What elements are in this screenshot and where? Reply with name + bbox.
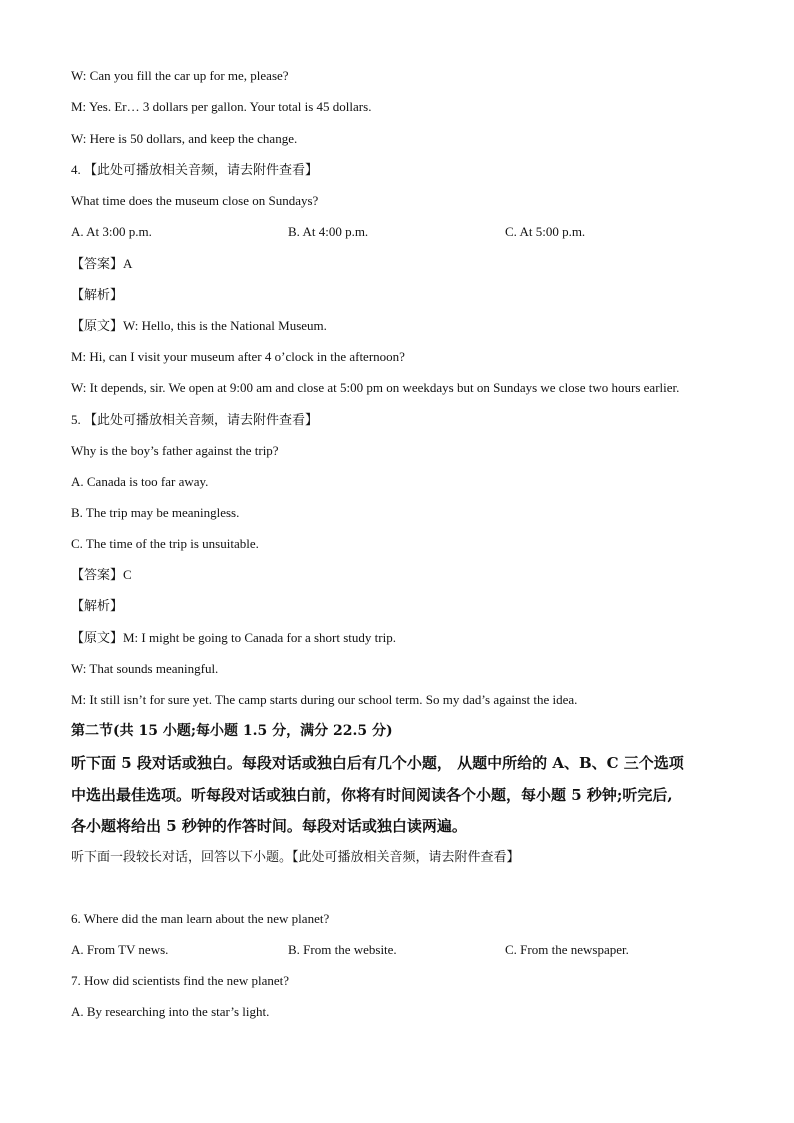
dialog-line: W: Can you fill the car up for me, please? — [71, 68, 289, 83]
answer-5: 【答案】C — [71, 567, 132, 582]
transcript-line: 【原文】W: Hello, this is the National Museum. — [71, 318, 327, 333]
transcript-line: 【原文】M: I might be going to Canada for a short study trip. — [71, 630, 396, 645]
analysis-4: 【解析】 — [71, 287, 124, 302]
question-text-5: Why is the boy’s father against the trip? — [71, 443, 279, 458]
question-text-4: What time does the museum close on Sundays? — [71, 193, 319, 208]
option-b-5: B. The trip may be meaningless. — [71, 505, 240, 520]
section-instructions-line: 听下面 5 段对话或独白。每段对话或独白后有几个小题， 从题中所给的 A、B、C 三个选项 — [71, 754, 684, 772]
option-a-4: A. At 3:00 p.m. — [71, 224, 152, 239]
dialog-line: M: Yes. Er… 3 dollars per gallon. Your total is 45 dollars. — [71, 99, 372, 114]
option-a-6: A. From TV news. — [71, 942, 169, 957]
option-a-7: A. By researching into the star’s light. — [71, 1004, 270, 1019]
section-instructions-line: 中选出最佳选项。听每段对话或独白前，你将有时间阅读各个小题，每小题 5 秒钟;听完后, — [71, 786, 673, 804]
option-c-4: C. At 5:00 p.m. — [505, 224, 586, 239]
transcript-line: M: Hi, can I visit your museum after 4 o’clock in the afternoon? — [71, 349, 405, 364]
option-b-6: B. From the website. — [288, 942, 397, 957]
answer-4: 【答案】A — [71, 256, 133, 271]
question-header-4: 4. 【此处可播放相关音频，请去附件查看】 — [71, 162, 319, 177]
dialog-line: W: Here is 50 dollars, and keep the change. — [71, 131, 298, 146]
option-c-6: C. From the newspaper. — [505, 942, 629, 957]
transcript-line: M: It still isn’t for sure yet. The camp starts during our school term. So my dad’s against the idea. — [71, 692, 578, 707]
transcript-line: W: That sounds meaningful. — [71, 661, 219, 676]
question-header-5: 5. 【此处可播放相关音频，请去附件查看】 — [71, 412, 319, 427]
option-b-4: B. At 4:00 p.m. — [288, 224, 369, 239]
transcript-line: W: It depends, sir. We open at 9:00 am and close at 5:00 pm on weekdays but on Sundays we close two hours earlier. — [71, 380, 680, 395]
option-a-5: A. Canada is too far away. — [71, 474, 209, 489]
option-c-5: C. The time of the trip is unsuitable. — [71, 536, 259, 551]
section-intro: 听下面一段较长对话，回答以下小题。【此处可播放相关音频，请去附件查看】 — [71, 849, 520, 864]
section-title: 第二节(共 15 小题;每小题 1.5 分，满分 22.5 分) — [71, 723, 393, 739]
question-text-6: 6. Where did the man learn about the new planet? — [71, 911, 330, 926]
section-instructions-line: 各小题将给出 5 秒钟的作答时间。每段对话或独白读两遍。 — [71, 817, 467, 835]
analysis-5: 【解析】 — [71, 598, 124, 613]
question-text-7: 7. How did scientists find the new planet? — [71, 973, 290, 988]
